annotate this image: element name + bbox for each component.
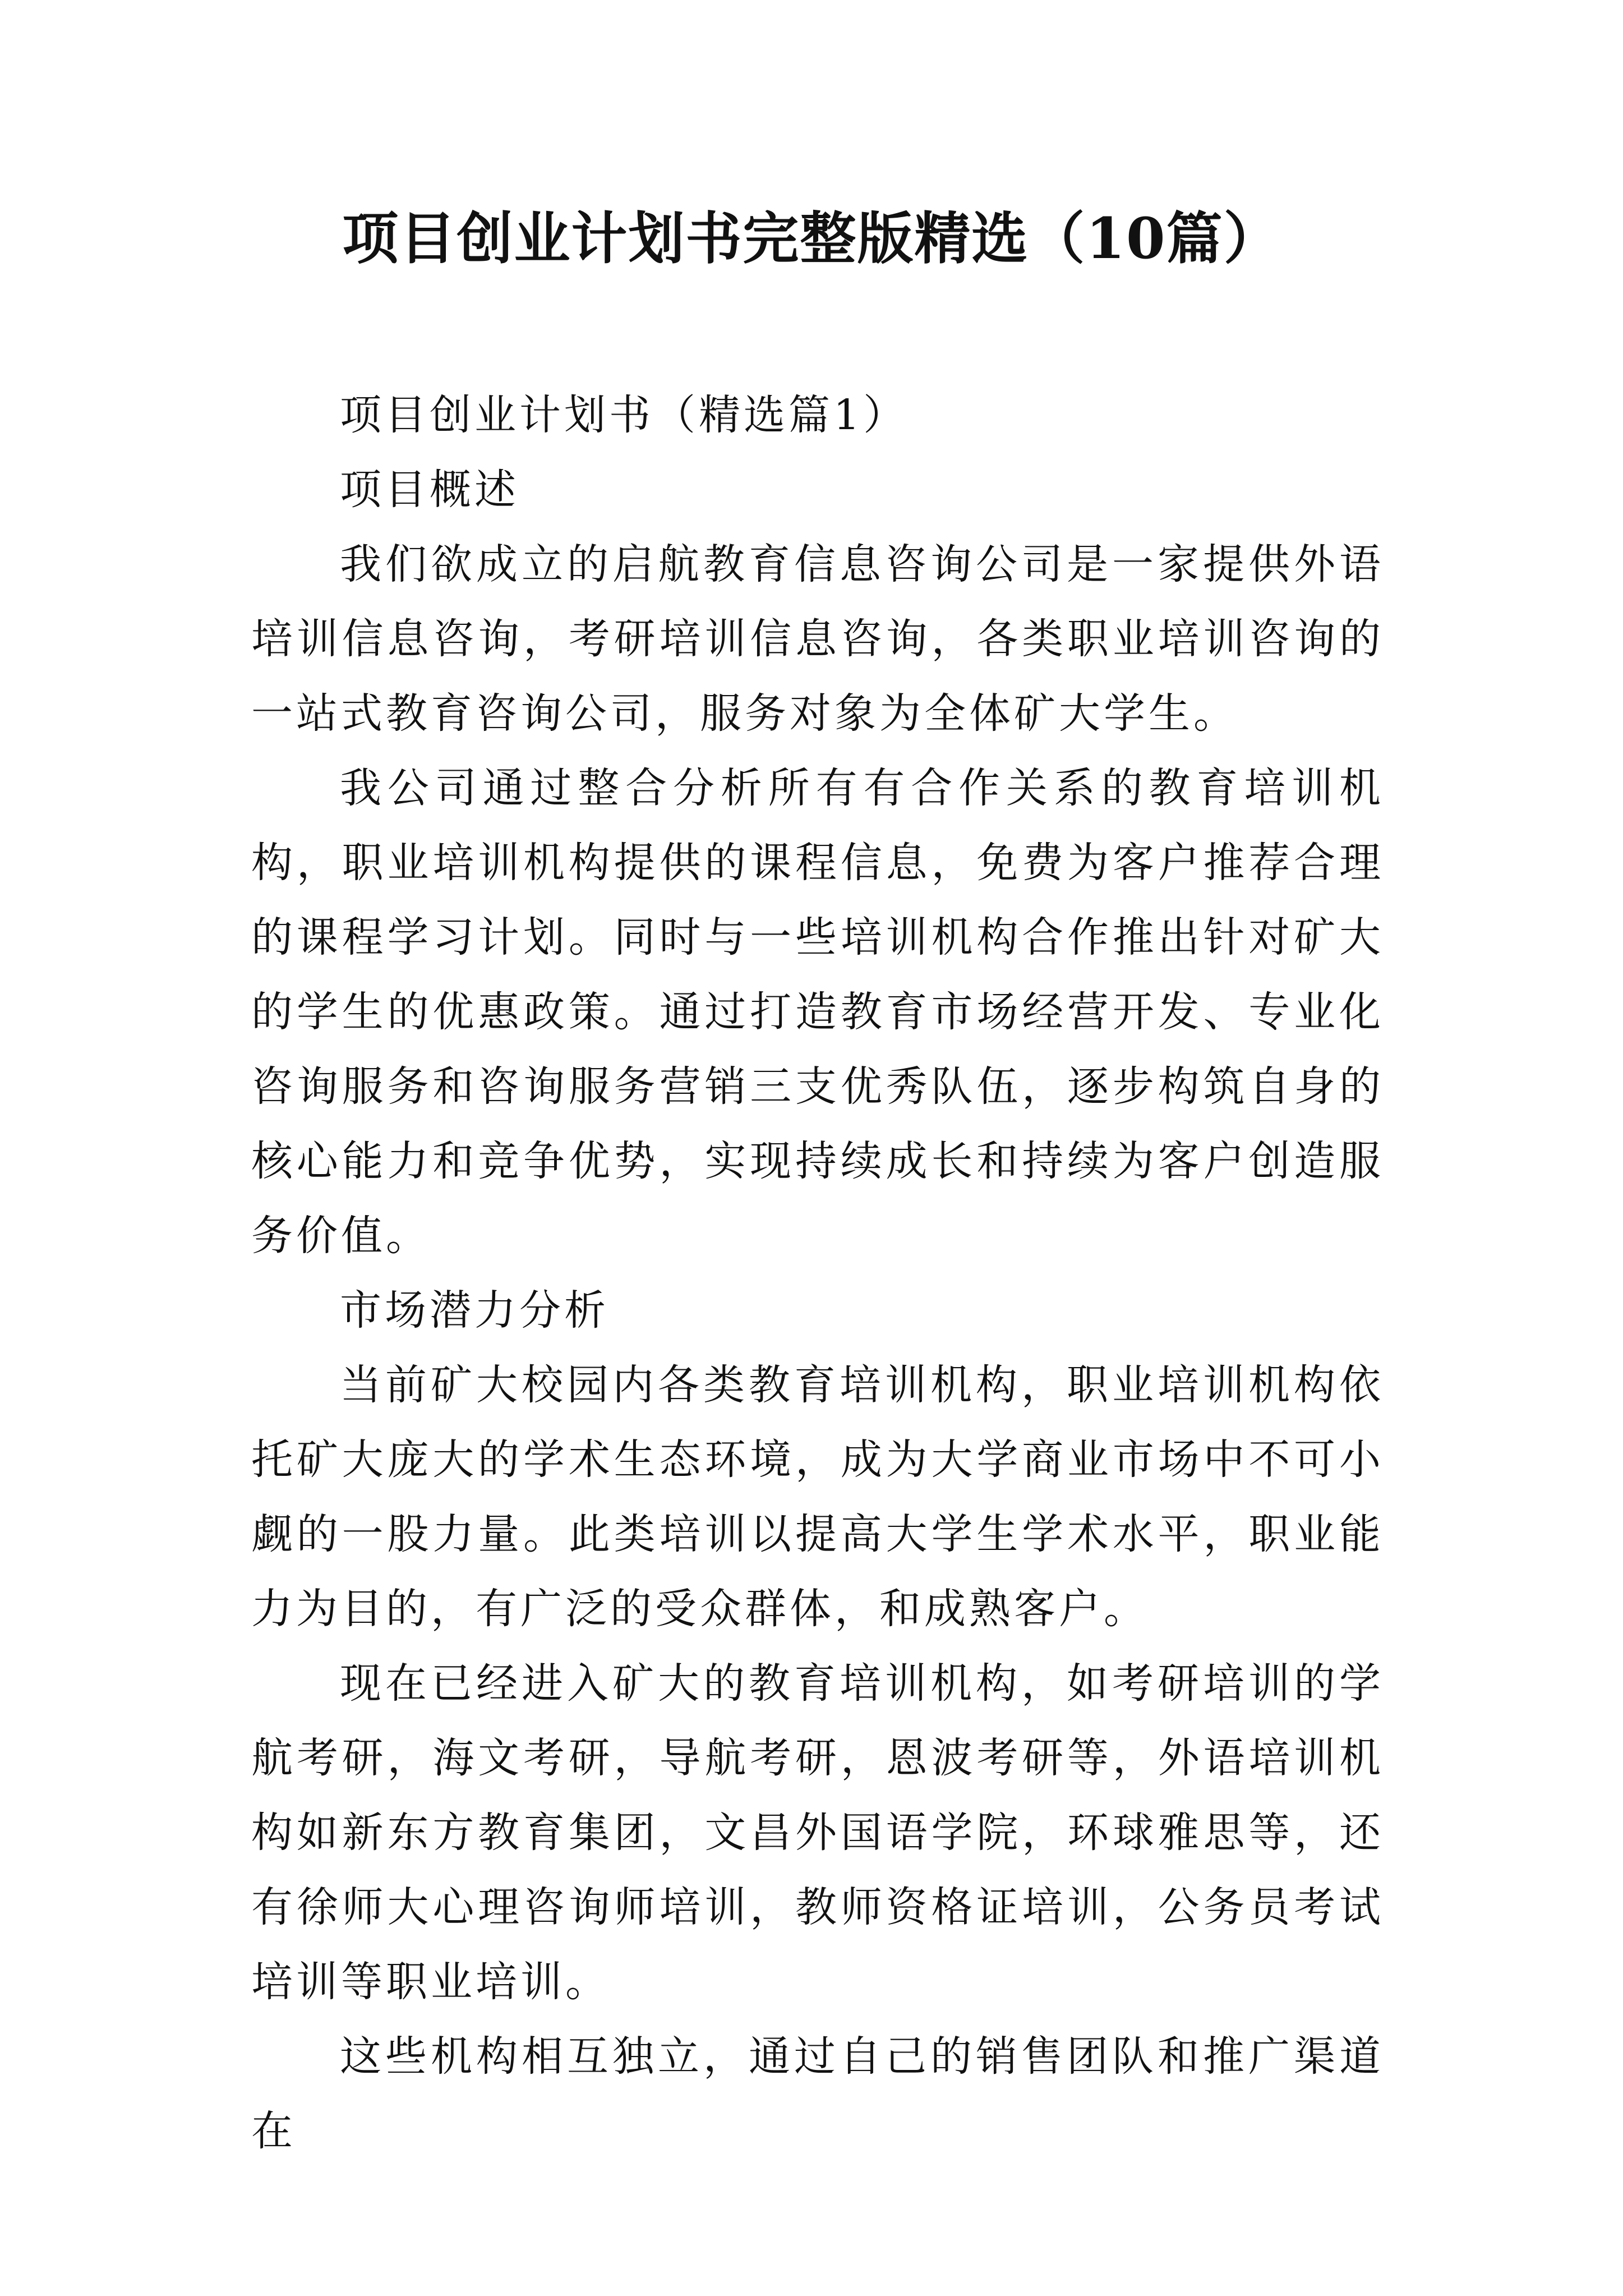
body-paragraph: 当前矿大校园内各类教育培训机构，职业培训机构依托矿大庞大的学术生态环境，成为大学商业市场中不可小觑的一股力量。此类培训以提高大学生学术水平，职业能力为目的，有广泛的受众群体，和成熟客户。 <box>251 1361 1384 1633</box>
subsection-heading: 项目概述 <box>340 466 519 514</box>
section-heading: 项目创业计划书（精选篇1） <box>340 391 909 439</box>
document-title: 项目创业计划书完整版精选（10篇） <box>342 205 1281 272</box>
body-paragraph: 我公司通过整合分析所有有合作关系的教育培训机构，职业培训机构提供的课程信息，免费为客户推荐合理的课程学习计划。同时与一些培训机构合作推出针对矿大的学生的优惠政策。通过打造教育市场经营开发、专业化咨询服务和咨询服务营销三支优秀队伍，逐步构筑自身的核心能力和竞争优势，实现持续成长和持续为客户创造服务价值。 <box>251 764 1384 1260</box>
document-body <box>251 378 1384 2169</box>
body-paragraph: 这些机构相互独立，通过自己的销售团队和推广渠道在 <box>251 2032 1384 2155</box>
body-paragraph: 我们欲成立的启航教育信息咨询公司是一家提供外语培训信息咨询，考研培训信息咨询，各类职业培训咨询的一站式教育咨询公司，服务对象为全体矿大学生。 <box>251 540 1384 738</box>
subsection-heading: 市场潜力分析 <box>340 1286 609 1335</box>
body-paragraph: 现在已经进入矿大的教育培训机构，如考研培训的学航考研，海文考研，导航考研，恩波考研等，外语培训机构如新东方教育集团，文昌外国语学院，环球雅思等，还有徐师大心理咨询师培训，教师资格证培训，公务员考试培训等职业培训。 <box>251 1659 1384 2006</box>
